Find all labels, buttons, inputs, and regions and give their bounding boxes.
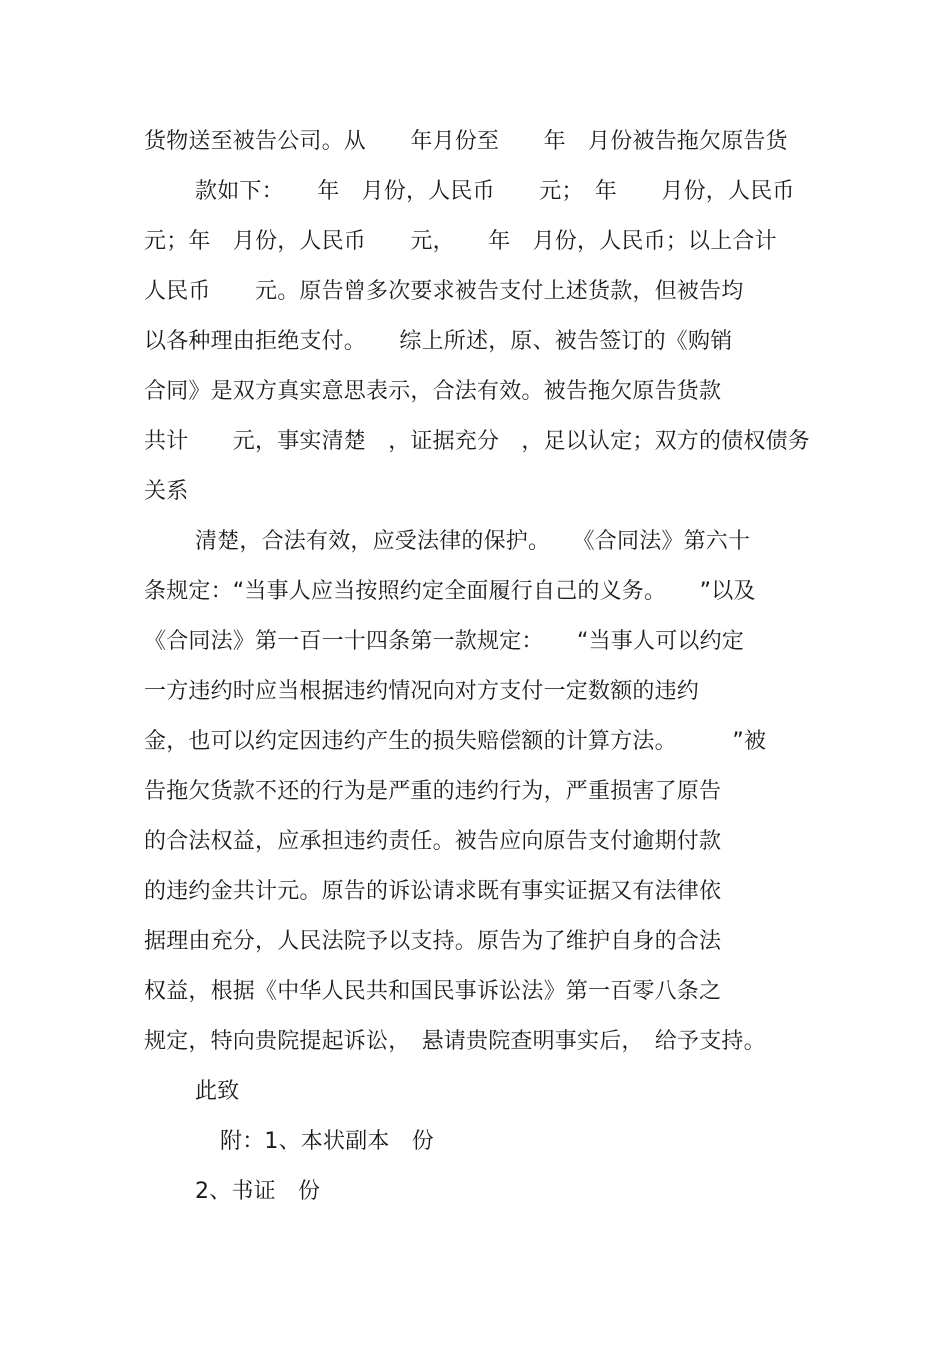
text-line-4: 人民币 元。原告曾多次要求被告支付上述货款，但被告均 bbox=[144, 279, 744, 304]
text-line-15: 的合法权益，应承担违约责任。被告应向原告支付逾期付款 bbox=[144, 829, 722, 854]
text-line-9: 清楚，合法有效，应受法律的保护。 《合同法》第六十 bbox=[195, 529, 751, 554]
attachment-item-1: 附：1、本状副本 份 bbox=[220, 1129, 434, 1154]
text-line-1: 货物送至被告公司。从 年月份至 年 月份被告拖欠原告货 bbox=[144, 129, 788, 154]
text-line-10: 条规定：“当事人应当按照约定全面履行自己的义务。 ”以及 bbox=[144, 579, 756, 604]
text-line-7: 共计 元，事实清楚 ，证据充分 ，足以认定；双方的债权债务 bbox=[144, 429, 811, 454]
text-line-13: 金，也可以约定因违约产生的损失赔偿额的计算方法。 ”被 bbox=[144, 729, 767, 754]
text-line-11: 《合同法》第一百一十四条第一款规定： “当事人可以约定 bbox=[144, 629, 744, 654]
attachment-item-2: 2、书证 份 bbox=[195, 1179, 321, 1204]
text-line-5: 以各种理由拒绝支付。 综上所述，原、被告签订的《购销 bbox=[144, 329, 733, 354]
text-line-18: 权益，根据《中华人民共和国民事诉讼法》第一百零八条之 bbox=[144, 979, 722, 1004]
text-line-19: 规定，特向贵院提起诉讼， 悬请贵院查明事实后， 给予支持。 bbox=[144, 1029, 766, 1054]
text-line-6: 合同》是双方真实意思表示，合法有效。被告拖欠原告货款 bbox=[144, 379, 722, 404]
text-line-3: 元；年 月份，人民币 元， 年 月份，人民币；以上合计 bbox=[144, 229, 777, 254]
text-line-17: 据理由充分，人民法院予以支持。原告为了维护自身的合法 bbox=[144, 929, 722, 954]
text-line-2: 款如下： 年 月份，人民币 元； 年 月份，人民币 bbox=[195, 179, 795, 204]
text-line-12: 一方违约时应当根据违约情况向对方支付一定数额的违约 bbox=[144, 679, 700, 704]
text-line-8: 关系 bbox=[144, 479, 189, 504]
closing-salutation: 此致 bbox=[195, 1079, 240, 1104]
text-line-16: 的违约金共计元。原告的诉讼请求既有事实证据又有法律依 bbox=[144, 879, 722, 904]
text-line-14: 告拖欠货款不还的行为是严重的违约行为，严重损害了原告 bbox=[144, 779, 722, 804]
